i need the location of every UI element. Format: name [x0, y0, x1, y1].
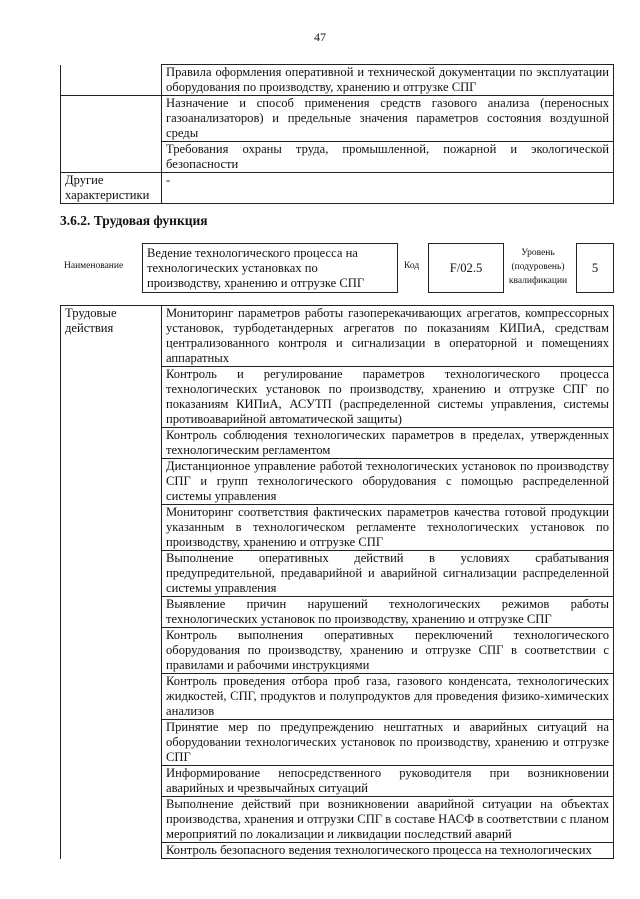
table-row — [61, 142, 614, 173]
knowledge-table — [60, 64, 614, 204]
table-cell: Контроль и регулирование параметров технологического процесса технологических установок по производству, хранению и отгрузке СПГ по показаниям КИПиА, АСУТП (распределенной системы управления, системы противоаварийной автоматической защиты) — [162, 367, 614, 428]
table-row — [61, 96, 614, 142]
other-characteristics-label: Другие характеристики — [61, 173, 162, 204]
table-cell: Контроль безопасного ведения технологического процесса на технологических — [162, 843, 614, 859]
labor-actions-table — [60, 305, 614, 859]
empty-label-cell — [61, 142, 162, 173]
table-cell: Правила оформления оперативной и технической документации по эксплуатации оборудования по производству, хранению и отгрузке СПГ — [162, 65, 614, 96]
name-label: Наименование — [64, 261, 124, 271]
labor-actions-label: Трудовые действия — [61, 306, 162, 859]
table-cell: Требования охраны труда, промышленной, пожарной и экологической безопасности — [162, 142, 614, 173]
code-label: Код — [404, 261, 420, 271]
page-number: 47 — [314, 30, 326, 44]
other-characteristics-value: - — [162, 173, 614, 204]
table-cell: Мониторинг параметров работы газоперекачивающих агрегатов, компрессорных установок, турбодетандерных агрегатов по показаниям КИПиА, средствам централизованного контроля и сигнализации в операторной и помещениях аппаратных — [162, 306, 614, 367]
table-cell: Информирование непосредственного руководителя при возникновении аварийных и чрезвычайных ситуаций — [162, 766, 614, 797]
empty-label-cell — [61, 96, 162, 142]
table-cell: Мониторинг соответствия фактических параметров качества готовой продукции указанным в технологическом регламенте технологических установок по производству, хранению и отгрузке СПГ — [162, 505, 614, 551]
name-value: Ведение технологического процесса на технологических установках по производству, хранению и отгрузке СПГ — [142, 243, 398, 293]
table-row — [61, 306, 614, 367]
table-cell: Выполнение оперативных действий в условиях срабатывания предупредительной, предаварийной и аварийной сигнализации распределенной системы управления — [162, 551, 614, 597]
table-cell: Дистанционное управление работой технологических установок по производству СПГ и групп технологического оборудования с помощью распределенной системы управления — [162, 459, 614, 505]
code-value: F/02.5 — [428, 243, 504, 293]
table-cell: Назначение и способ применения средств газового анализа (переносных газоанализаторов) и предельные значения параметров состояния воздушной среды — [162, 96, 614, 142]
function-header — [60, 243, 616, 293]
table-row — [61, 173, 614, 204]
empty-label-cell — [61, 65, 162, 96]
table-row — [61, 65, 614, 96]
section-heading: 3.6.2. Трудовая функция — [60, 213, 208, 228]
level-value: 5 — [576, 243, 614, 293]
level-label: Уровень (подуровень) квалификации — [508, 248, 568, 286]
table-cell: Контроль выполнения оперативных переключений технологического оборудования по производству, хранению и отгрузке СПГ в соответствии с правилами и рабочими инструкциями — [162, 628, 614, 674]
table-cell: Принятие мер по предупреждению нештатных и аварийных ситуаций на оборудовании технологических установок по производству, хранению и отгрузке СПГ — [162, 720, 614, 766]
table-cell: Выполнение действий при возникновении аварийной ситуации на объектах производства, хранения и отгрузки СПГ в составе НАСФ в соответствии с планом мероприятий по локализации и ликвидации последствий аварий — [162, 797, 614, 843]
table-cell: Контроль проведения отбора проб газа, газового конденсата, технологических жидкостей, СПГ, продуктов и полупродуктов для проведения физико-химических анализов — [162, 674, 614, 720]
table-cell: Контроль соблюдения технологических параметров в пределах, утвержденных технологическим регламентом — [162, 428, 614, 459]
table-cell: Выявление причин нарушений технологических режимов работы технологических установок по производству, хранению и отгрузке СПГ — [162, 597, 614, 628]
